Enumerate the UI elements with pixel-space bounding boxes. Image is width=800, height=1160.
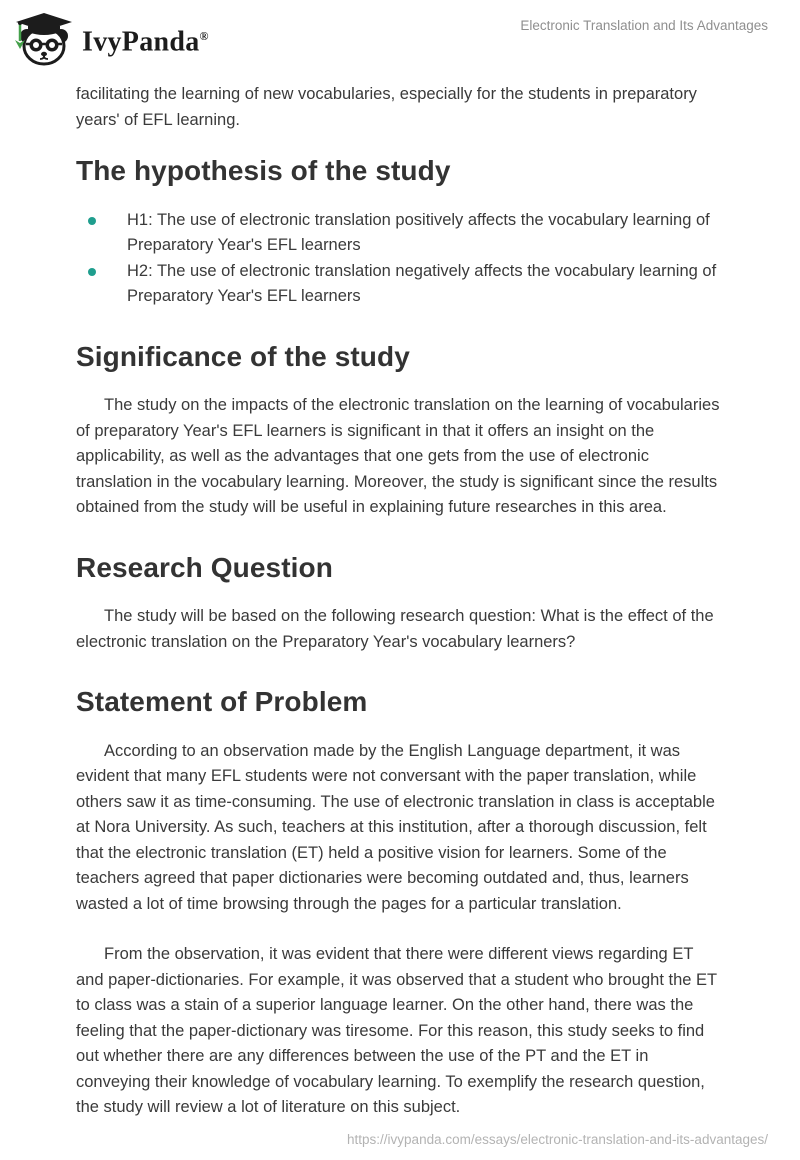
section-heading-statement-of-problem: Statement of Problem <box>76 686 368 718</box>
hypothesis-list <box>76 208 724 310</box>
section-heading-significance: Significance of the study <box>76 340 410 372</box>
brand-name: IvyPanda® <box>82 26 209 58</box>
paragraph: According to an observation made by the English Language department, it was evident that many EFL students were not conversant with the paper translation, while others saw it as time-consuming. The use of electronic translation in class is acceptable at Nora University. As such, teachers at this institution, after a thorough discussion, felt that the electronic translation (ET) held a positive vision for learners. Some of the teachers agreed that paper dictionaries were becoming outdated and, thus, learners wasted a lot of time browsing through the pages for a particular translation. <box>76 741 715 913</box>
document-body <box>0 70 800 1121</box>
footer-source-url: https://ivypanda.com/essays/electronic-translation-and-its-advantages/ <box>347 1132 768 1147</box>
paragraph: The study will be based on the following research question: What is the effect of the electronic translation on the Preparatory Year's vocabulary learners? <box>76 607 714 651</box>
document-title: Electronic Translation and Its Advantages <box>520 18 768 33</box>
list-item <box>76 259 724 310</box>
paragraph: From the observation, it was evident that there were different views regarding ET and paper-dictionaries. For example, it was observed that a student who brought the ET to class was a stain of a superior language learner. On the other hand, there was the feeling that the paper-dictionary was tiresome. For this reason, this study seeks to find out whether there are any differences between the use of the PT and the ET in conveying their knowledge of vocabulary learning. To exemplify the research question, the study will review a lot of literature on this subject. <box>76 945 717 1117</box>
paragraph: The study on the impacts of the electronic translation on the learning of vocabularies of preparatory Year's EFL learners is significant in that it offers an insight on the applicability, as well as the advantages that one gets from the use of electronic translation in the vocabulary learning. Moreover, the study is significant since the results obtained from the study will be useful in explaining future researches in this area. <box>76 396 720 517</box>
section-heading-hypothesis: The hypothesis of the study <box>76 155 451 187</box>
panda-graduation-cap-icon <box>12 11 74 67</box>
list-item <box>76 208 724 259</box>
section-heading-research-question: Research Question <box>76 551 333 583</box>
page-header <box>0 0 800 70</box>
bullet-icon <box>88 217 96 225</box>
registered-trademark: ® <box>199 29 209 43</box>
ivypanda-logo <box>12 8 209 70</box>
bullet-icon <box>88 268 96 276</box>
list-item-text: H2: The use of electronic translation negatively affects the vocabulary learning of Preparatory Year's EFL learners <box>127 261 717 306</box>
intro-paragraph-continuation: facilitating the learning of new vocabularies, especially for the students in preparatory years' of EFL learning. <box>76 85 697 129</box>
list-item-text: H1: The use of electronic translation positively affects the vocabulary learning of Preparatory Year's EFL learners <box>127 210 710 255</box>
